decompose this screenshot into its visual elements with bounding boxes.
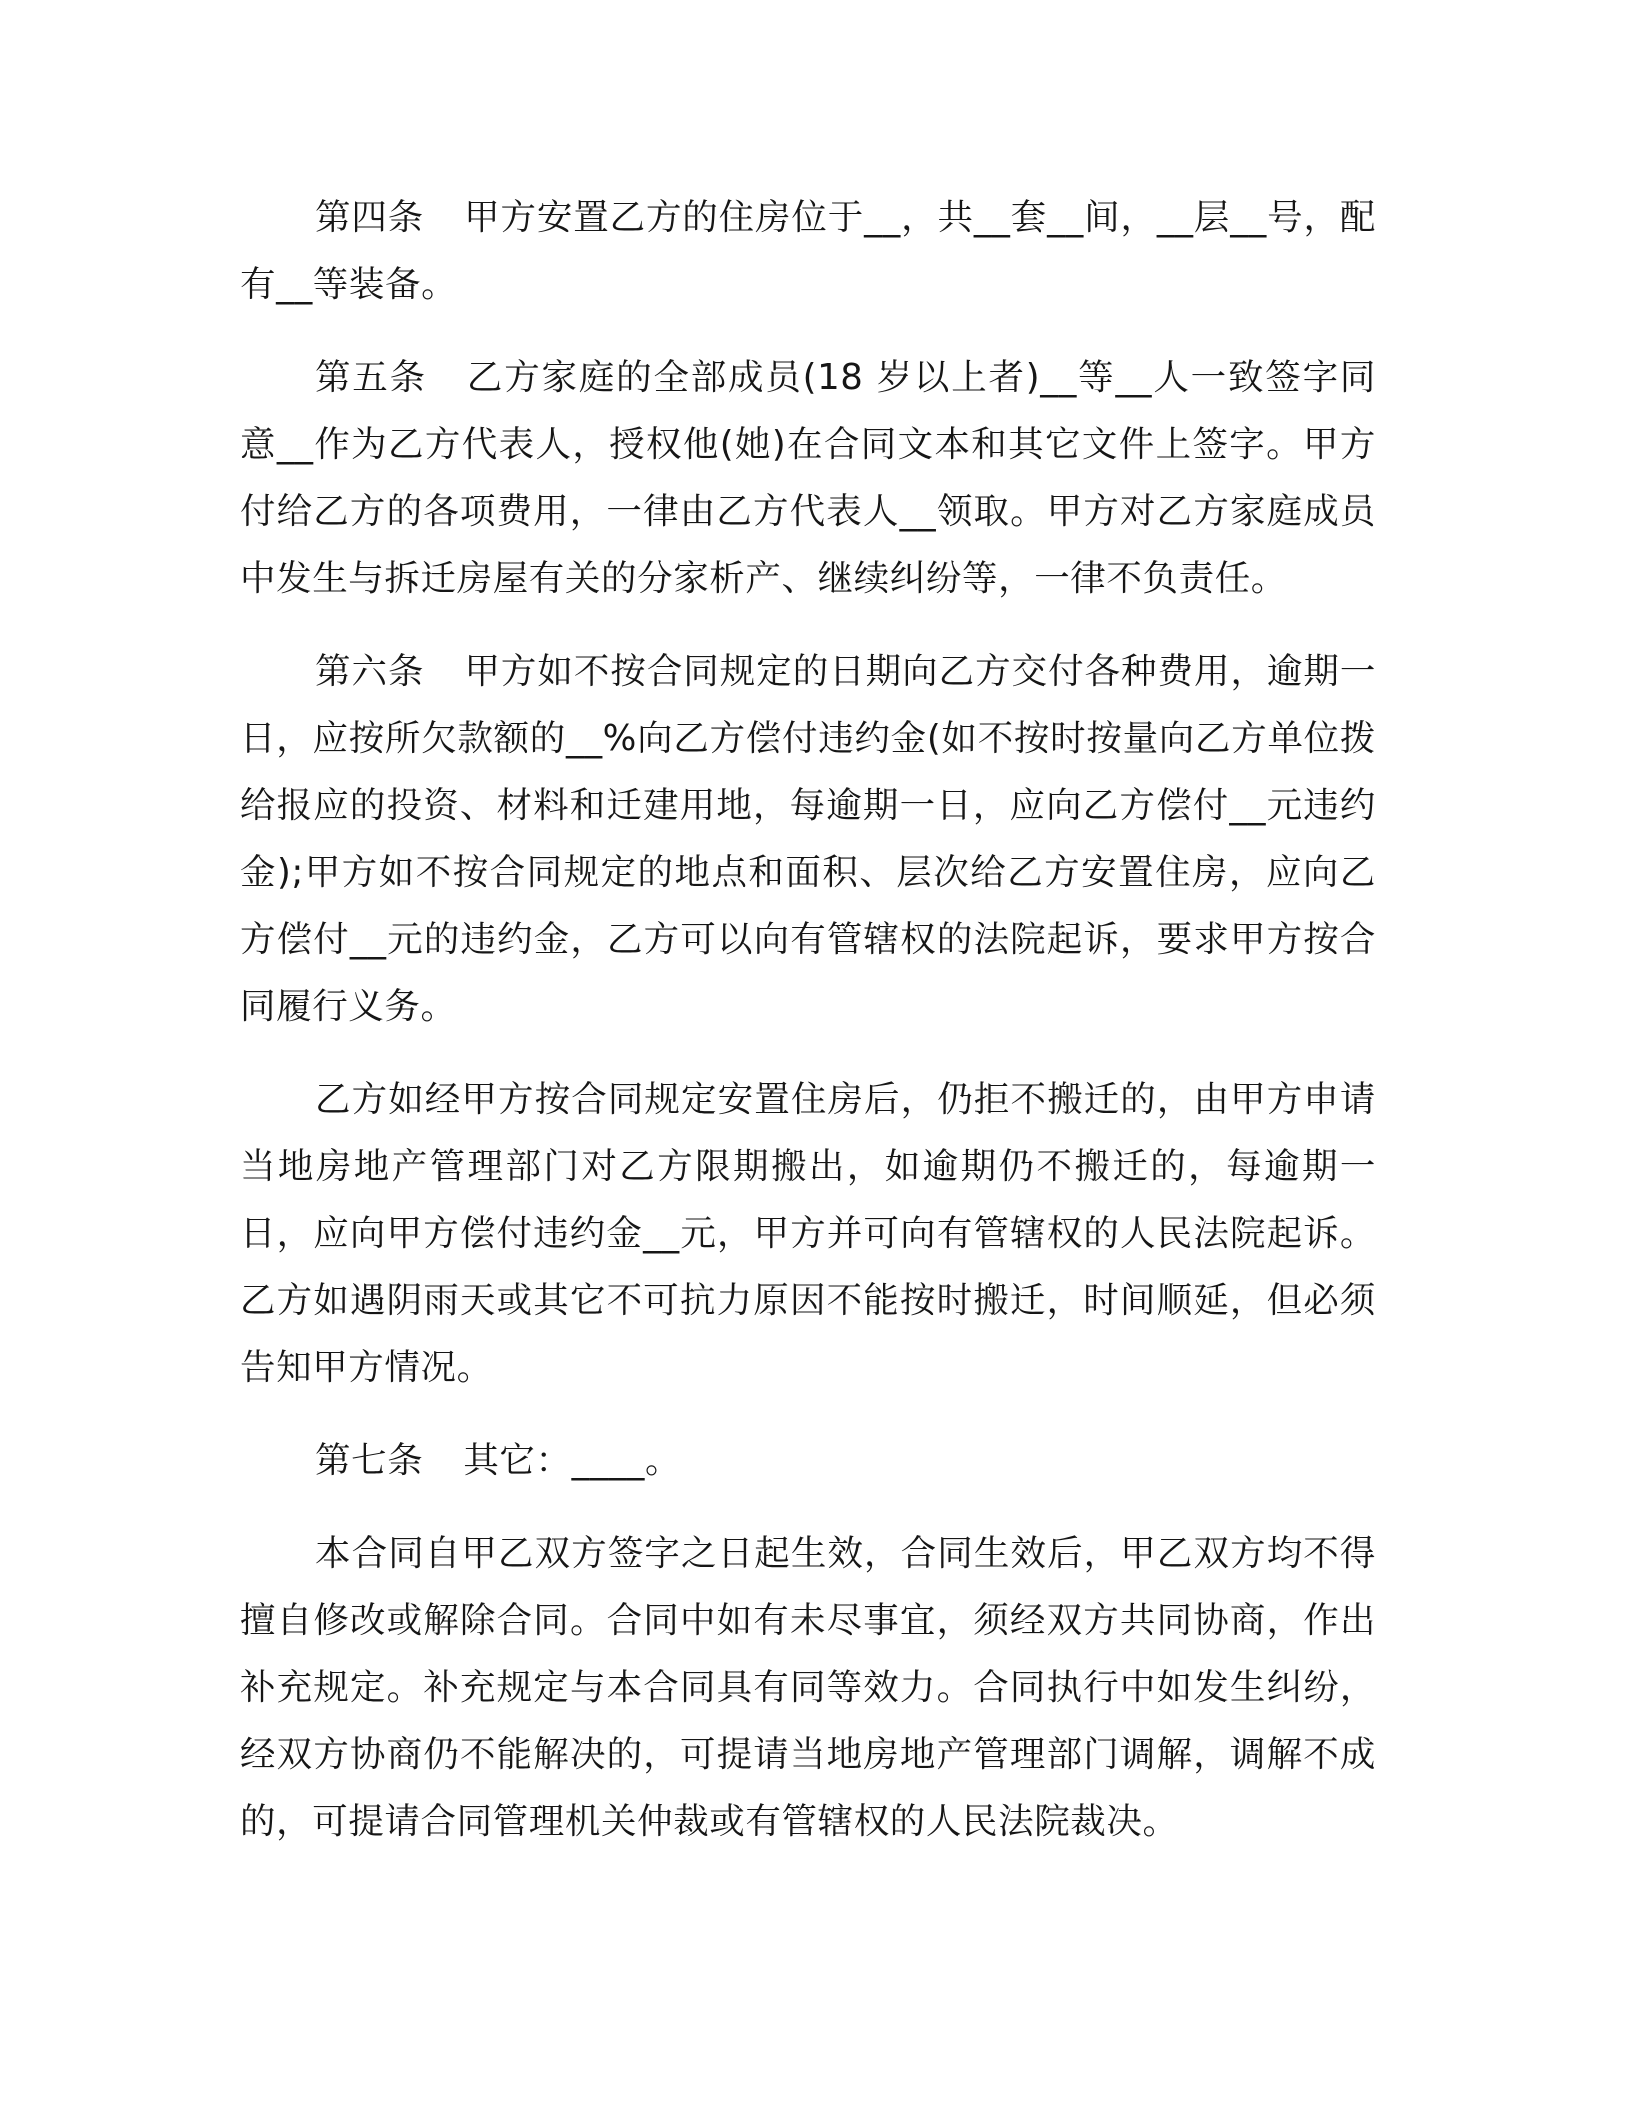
article-5-label: 第五条 <box>315 357 427 398</box>
effectiveness-paragraph <box>240 1520 1376 1855</box>
article-4-paragraph <box>240 184 1376 318</box>
article-7-text: 其它：____。 <box>463 1440 682 1481</box>
article-7-paragraph <box>240 1427 1376 1494</box>
article-6-text: 甲方如不按合同规定的日期向乙方交付各种费用，逾期一日，应按所欠款额的__%向乙方偿付违约金(如不按时按量向乙方单位拨给报应的投资、材料和迁建用地，每逾期一日，应向乙方偿付__元违约金);甲方如不按合同规定的地点和面积、层次给乙方安置住房，应向乙方偿付__元的违约金，乙方可以向有管辖权的法院起诉，要求甲方按合同履行义务。 <box>240 651 1376 1027</box>
article-7-label: 第七条 <box>315 1440 424 1481</box>
article-5-text: 乙方家庭的全部成员(18 岁以上者)__等__人一致签字同意__作为乙方代表人，授权他(她)在合同文本和其它文件上签字。甲方付给乙方的各项费用，一律由乙方代表人__领取。甲方对乙方家庭成员中发生与拆迁房屋有关的分家析产、继续纠纷等，一律不负责任。 <box>240 357 1376 599</box>
article-6-label: 第六条 <box>315 651 425 692</box>
article-4-text: 甲方安置乙方的住房位于__，共__套__间，__层__号，配有__等装备。 <box>240 197 1376 305</box>
article-6-paragraph <box>240 638 1376 1040</box>
relocation-refusal-paragraph <box>240 1066 1376 1401</box>
relocation-refusal-text: 乙方如经甲方按合同规定安置住房后，仍拒不搬迁的，由甲方申请当地房地产管理部门对乙方限期搬出，如逾期仍不搬迁的，每逾期一日，应向甲方偿付违约金__元，甲方并可向有管辖权的人民法院起诉。乙方如遇阴雨天或其它不可抗力原因不能按时搬迁，时间顺延，但必须告知甲方情况。 <box>240 1079 1376 1388</box>
document-body <box>240 184 1376 1855</box>
article-4-label: 第四条 <box>315 197 425 238</box>
article-5-paragraph <box>240 344 1376 612</box>
effectiveness-text: 本合同自甲乙双方签字之日起生效，合同生效后，甲乙双方均不得擅自修改或解除合同。合同中如有未尽事宜，须经双方共同协商，作出补充规定。补充规定与本合同具有同等效力。合同执行中如发生纠纷，经双方协商仍不能解决的，可提请当地房地产管理部门调解，调解不成的，可提请合同管理机关仲裁或有管辖权的人民法院裁决。 <box>240 1533 1376 1842</box>
